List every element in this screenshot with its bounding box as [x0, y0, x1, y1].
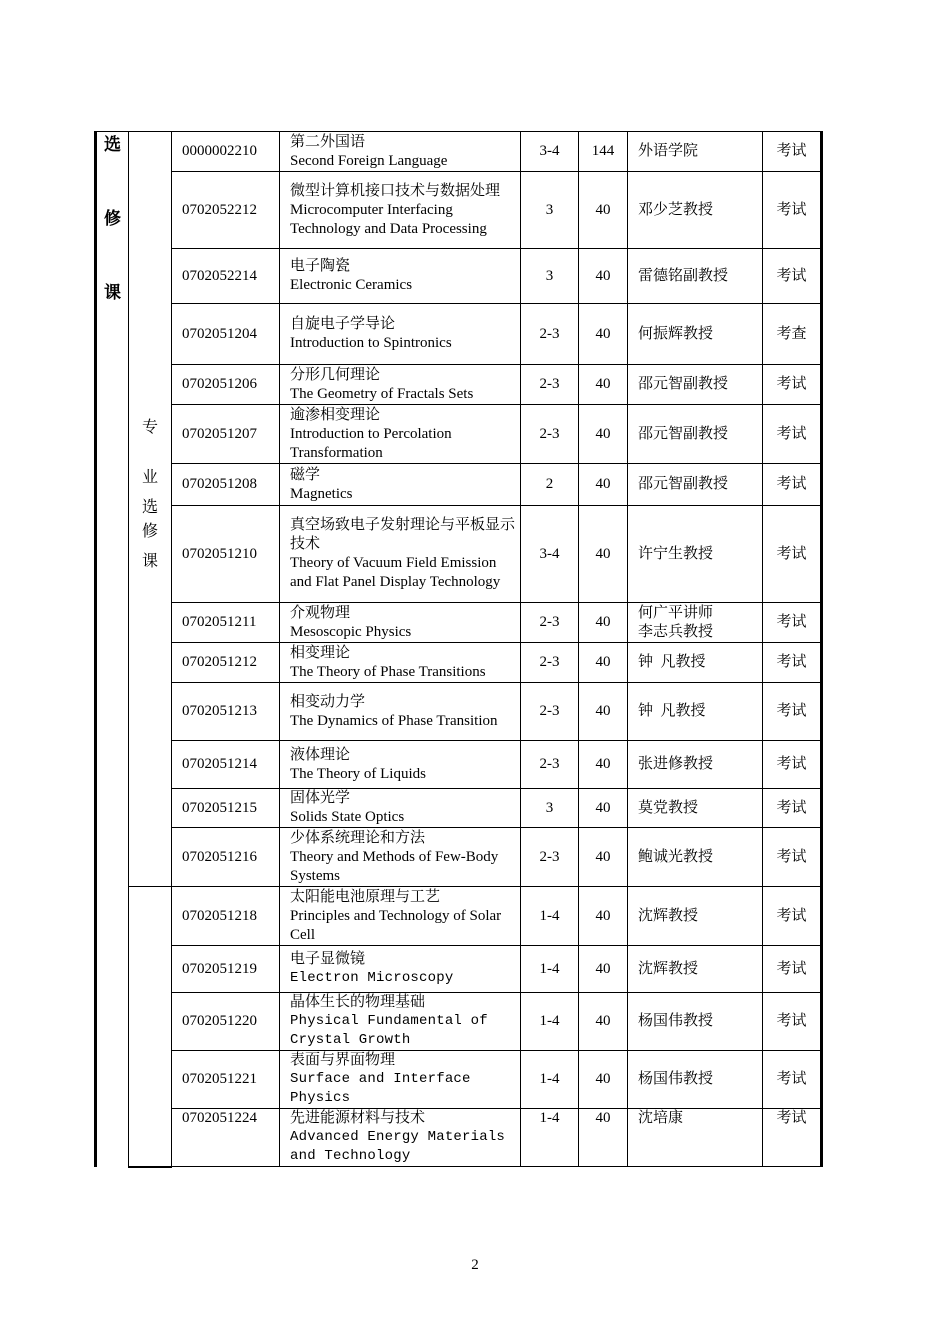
course-hours: 40 — [579, 464, 628, 506]
course-assessment: 考试 — [763, 249, 822, 304]
table-row — [96, 172, 822, 249]
subcategory-char: 修 — [141, 523, 158, 540]
course-term: 1-4 — [521, 887, 579, 946]
table-row — [96, 1051, 822, 1109]
course-hours: 40 — [579, 603, 628, 643]
course-code: 0702051208 — [172, 464, 280, 506]
course-code: 0000002210 — [172, 132, 280, 172]
course-assessment: 考试 — [763, 887, 822, 946]
course-name: 液体理论 The Theory of Liquids — [280, 741, 521, 789]
course-teacher: 钟 凡教授 — [628, 683, 763, 741]
table-row — [96, 464, 822, 506]
category-char: 课 — [104, 283, 121, 302]
course-assessment: 考试 — [763, 741, 822, 789]
subcategory-char: 选 — [141, 499, 158, 516]
course-teacher: 沈培康 — [628, 1109, 763, 1167]
course-term: 3-4 — [521, 132, 579, 172]
table-row — [96, 1109, 822, 1167]
course-name: 相变理论 The Theory of Phase Transitions — [280, 643, 521, 683]
course-assessment: 考试 — [763, 946, 822, 993]
course-assessment: 考试 — [763, 643, 822, 683]
course-hours: 40 — [579, 643, 628, 683]
course-hours: 40 — [579, 828, 628, 887]
table-row — [96, 365, 822, 405]
course-code: 0702051212 — [172, 643, 280, 683]
course-name: 相变动力学 The Dynamics of Phase Transition — [280, 683, 521, 741]
subcategory-char: 业 — [141, 469, 158, 486]
course-term: 2-3 — [521, 683, 579, 741]
course-hours: 40 — [579, 946, 628, 993]
course-teacher: 何振辉教授 — [628, 304, 763, 365]
table-row — [96, 405, 822, 464]
category-char: 修 — [104, 209, 121, 228]
course-teacher: 外语学院 — [628, 132, 763, 172]
course-assessment: 考试 — [763, 789, 822, 828]
course-code: 0702051213 — [172, 683, 280, 741]
course-teacher: 邵元智副教授 — [628, 464, 763, 506]
table-row — [96, 887, 822, 946]
course-hours: 40 — [579, 887, 628, 946]
course-code: 0702051206 — [172, 365, 280, 405]
course-name: 固体光学 Solids State Optics — [280, 789, 521, 828]
table-row — [96, 506, 822, 603]
course-code: 0702051220 — [172, 993, 280, 1051]
course-assessment: 考试 — [763, 405, 822, 464]
table-row — [96, 993, 822, 1051]
course-term: 3-4 — [521, 506, 579, 603]
course-hours: 40 — [579, 506, 628, 603]
course-teacher: 鲍诚光教授 — [628, 828, 763, 887]
course-teacher: 雷德铭副教授 — [628, 249, 763, 304]
course-code: 0702052214 — [172, 249, 280, 304]
course-name: 电子显微镜 Electron Microscopy — [280, 946, 521, 993]
course-hours: 144 — [579, 132, 628, 172]
course-name: 微型计算机接口技术与数据处理 Microcomputer Interfacing Technology and Data Processing — [280, 172, 521, 249]
table-row — [96, 304, 822, 365]
table-row — [96, 946, 822, 993]
course-teacher: 杨国伟教授 — [628, 1051, 763, 1109]
course-term: 1-4 — [521, 946, 579, 993]
course-code: 0702052212 — [172, 172, 280, 249]
subcategory-char: 专 — [141, 419, 158, 436]
course-assessment: 考试 — [763, 1109, 822, 1167]
course-assessment: 考试 — [763, 1051, 822, 1109]
course-teacher: 邵元智副教授 — [628, 405, 763, 464]
course-hours: 40 — [579, 1109, 628, 1167]
course-term: 2-3 — [521, 828, 579, 887]
course-hours: 40 — [579, 741, 628, 789]
course-term: 2 — [521, 464, 579, 506]
subcategory-char: 课 — [141, 553, 158, 570]
course-code: 0702051211 — [172, 603, 280, 643]
course-assessment: 考试 — [763, 828, 822, 887]
course-code: 0702051215 — [172, 789, 280, 828]
course-term: 2-3 — [521, 643, 579, 683]
course-hours: 40 — [579, 249, 628, 304]
course-name: 磁学 Magnetics — [280, 464, 521, 506]
course-term: 3 — [521, 249, 579, 304]
course-code: 0702051210 — [172, 506, 280, 603]
course-code: 0702051219 — [172, 946, 280, 993]
table-row — [96, 132, 822, 172]
course-name: 电子陶瓷 Electronic Ceramics — [280, 249, 521, 304]
course-name: 晶体生长的物理基础 Physical Fundamental of Crystal Growth — [280, 993, 521, 1051]
course-hours: 40 — [579, 405, 628, 464]
course-teacher: 何广平讲师 李志兵教授 — [628, 603, 763, 643]
course-assessment: 考查 — [763, 304, 822, 365]
course-teacher: 沈辉教授 — [628, 887, 763, 946]
course-assessment: 考试 — [763, 683, 822, 741]
course-teacher: 莫党教授 — [628, 789, 763, 828]
course-teacher: 张进修教授 — [628, 741, 763, 789]
page-number: 2 — [471, 1257, 479, 1273]
course-teacher: 杨国伟教授 — [628, 993, 763, 1051]
course-name: 第二外国语 Second Foreign Language — [280, 132, 521, 172]
course-name: 太阳能电池原理与工艺 Principles and Technology of Solar Cell — [280, 887, 521, 946]
course-assessment: 考试 — [763, 603, 822, 643]
course-term: 1-4 — [521, 993, 579, 1051]
course-name: 真空场致电子发射理论与平板显示技术 Theory of Vacuum Field Emission and Flat Panel Display Technology — [280, 506, 521, 603]
course-code: 0702051224 — [172, 1109, 280, 1167]
category-cell — [96, 132, 129, 1167]
course-assessment: 考试 — [763, 132, 822, 172]
course-teacher: 钟 凡教授 — [628, 643, 763, 683]
course-term: 3 — [521, 789, 579, 828]
subcategory-cell-2 — [129, 887, 172, 1167]
course-term: 2-3 — [521, 304, 579, 365]
course-assessment: 考试 — [763, 506, 822, 603]
course-assessment: 考试 — [763, 993, 822, 1051]
course-term: 2-3 — [521, 405, 579, 464]
table-row — [96, 789, 822, 828]
table-row — [96, 249, 822, 304]
table-row — [96, 683, 822, 741]
course-assessment: 考试 — [763, 464, 822, 506]
course-term: 2-3 — [521, 603, 579, 643]
table-row — [96, 603, 822, 643]
table-row — [96, 643, 822, 683]
course-code: 0702051204 — [172, 304, 280, 365]
course-teacher: 沈辉教授 — [628, 946, 763, 993]
course-teacher: 许宁生教授 — [628, 506, 763, 603]
course-code: 0702051221 — [172, 1051, 280, 1109]
course-name: 表面与界面物理 Surface and Interface Physics — [280, 1051, 521, 1109]
course-code: 0702051214 — [172, 741, 280, 789]
table-row — [96, 828, 822, 887]
course-name: 自旋电子学导论 Introduction to Spintronics — [280, 304, 521, 365]
course-code: 0702051218 — [172, 887, 280, 946]
course-hours: 40 — [579, 993, 628, 1051]
course-hours: 40 — [579, 789, 628, 828]
course-term: 3 — [521, 172, 579, 249]
category-char: 选 — [104, 135, 121, 154]
course-term: 1-4 — [521, 1051, 579, 1109]
course-hours: 40 — [579, 172, 628, 249]
table-row — [96, 741, 822, 789]
course-name: 先进能源材料与技术 Advanced Energy Materials and Technology — [280, 1109, 521, 1167]
course-table — [94, 131, 823, 1168]
course-hours: 40 — [579, 365, 628, 405]
course-name: 介观物理 Mesoscopic Physics — [280, 603, 521, 643]
course-teacher: 邓少芝教授 — [628, 172, 763, 249]
course-name: 逾渗相变理论 Introduction to Percolation Transformation — [280, 405, 521, 464]
course-hours: 40 — [579, 683, 628, 741]
course-code: 0702051216 — [172, 828, 280, 887]
course-hours: 40 — [579, 304, 628, 365]
course-term: 2-3 — [521, 365, 579, 405]
course-assessment: 考试 — [763, 172, 822, 249]
course-name: 分形几何理论 The Geometry of Fractals Sets — [280, 365, 521, 405]
course-hours: 40 — [579, 1051, 628, 1109]
course-code: 0702051207 — [172, 405, 280, 464]
course-term: 1-4 — [521, 1109, 579, 1167]
subcategory-cell — [129, 132, 172, 887]
course-teacher: 邵元智副教授 — [628, 365, 763, 405]
course-assessment: 考试 — [763, 365, 822, 405]
course-name: 少体系统理论和方法 Theory and Methods of Few-Body Systems — [280, 828, 521, 887]
course-term: 2-3 — [521, 741, 579, 789]
